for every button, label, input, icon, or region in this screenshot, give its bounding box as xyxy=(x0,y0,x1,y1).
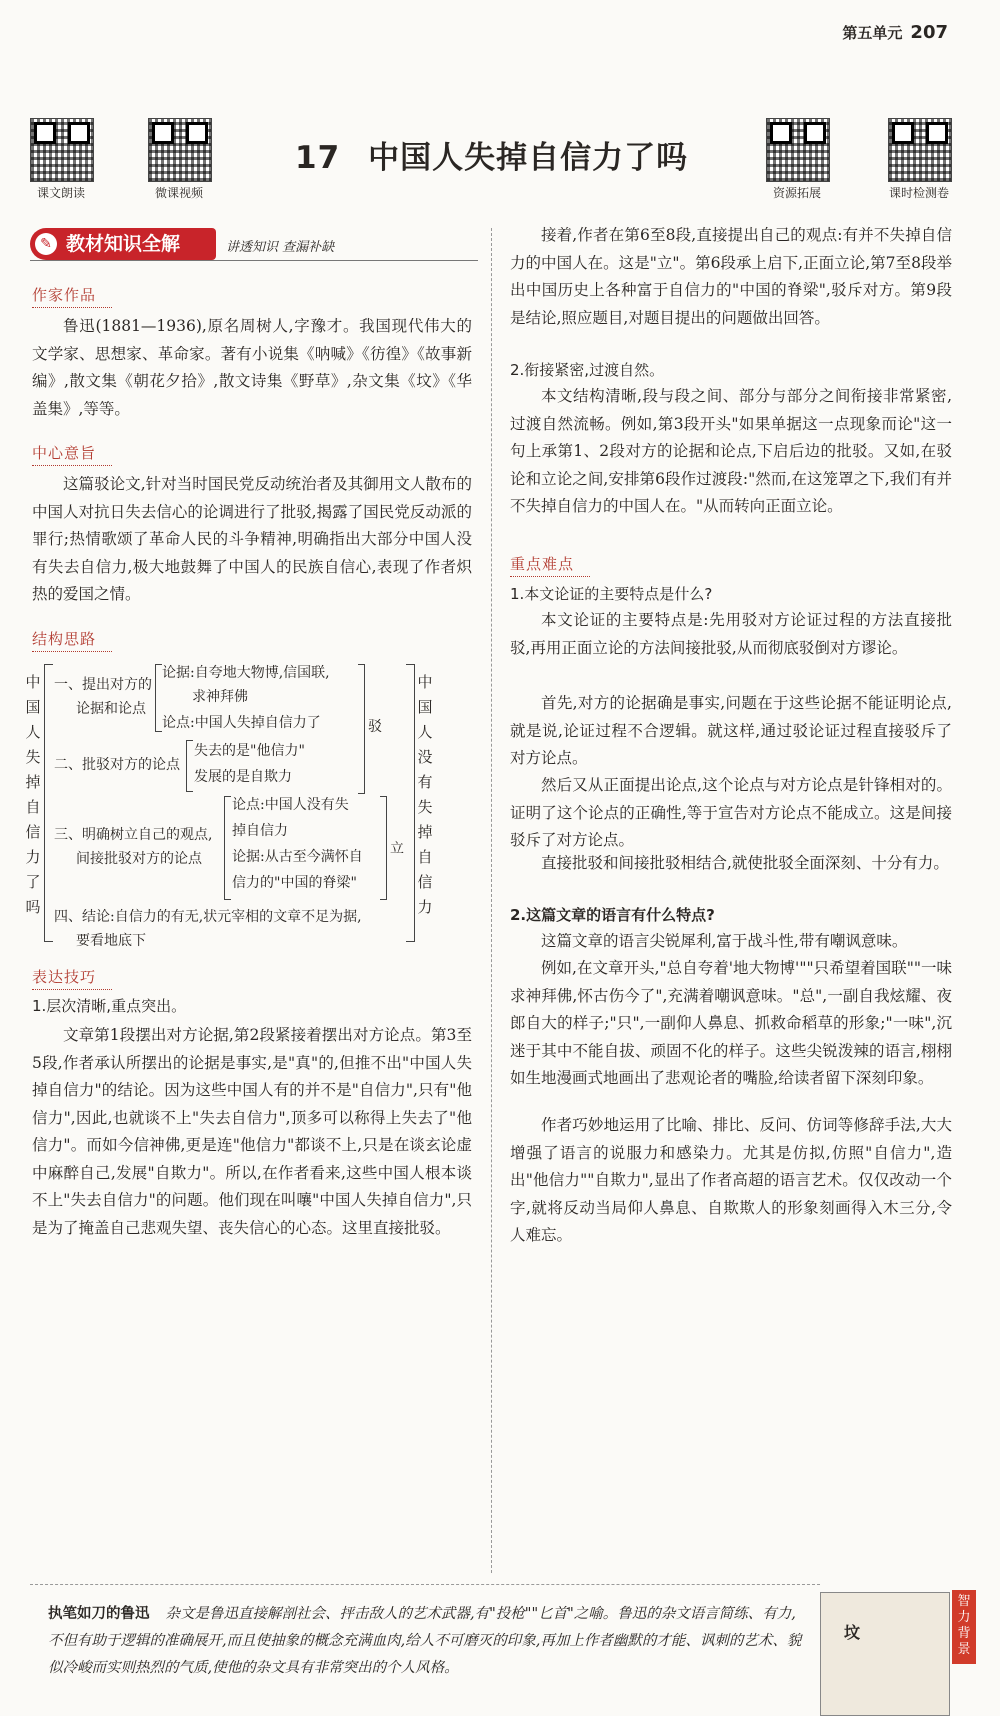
structure-diagram xyxy=(20,660,470,960)
banner-title: 教材知识全解 xyxy=(66,233,181,255)
book-icon: ✎ xyxy=(35,233,57,255)
key-paragraph-6: 例如,在文章开头,"总自夸着'地大物博'""只希望着国联""一味求神拜佛,怀古伤今了",充满着嘲讽意味。"总",一副自我炫耀、夜郎自大的样子;"只",一副仰人鼻息、抓救命稻草的形象;"一味",沉迷于其中不能自拔、顽固不化的样子。这些尖锐泼辣的语言,栩栩如生地漫画式地画出了悲观论者的嘴脸,给读者留下深刻印象。 xyxy=(510,959,952,1087)
lesson-title xyxy=(295,132,688,177)
column-divider xyxy=(491,228,493,1573)
li-brace xyxy=(380,796,387,900)
s2-item-b: 发展的是自欺力 xyxy=(194,769,292,785)
technique-question-2: 2.衔接紧密,过渡自然。 xyxy=(510,361,665,379)
unit-label: 第五单元 xyxy=(842,24,903,42)
s1-argument-2: 求神拜佛 xyxy=(192,689,248,705)
section-banner xyxy=(30,228,216,260)
technique-question-1: 1.层次清晰,重点突出。 xyxy=(32,997,187,1015)
section-3-label-a: 三、明确树立自己的观点, xyxy=(54,827,213,843)
brace-3 xyxy=(224,796,231,900)
lesson-title-text: 中国人失掉自信力了吗 xyxy=(368,140,689,176)
s1-argument-1: 论据:自夸地大物博,信国联, xyxy=(162,665,330,681)
key-question-1: 1.本文论证的主要特点是什么? xyxy=(510,585,713,603)
s3-evidence-a: 论据:从古至今满怀自 xyxy=(232,849,363,865)
technique-paragraph-1: 文章第1段摆出对方论据,第2段紧接着摆出对方论点。第3至5段,作者承认所摆出的论据是事实,是"真"的,但推不出"中国人失掉自信力"的结论。因为这些中国人有的并不是"自信力",只有"他信力",因此,也就谈不上"失去自信力",顶多可以称得上失去了"他信力"。而如今信神佛,更是连"他信力"都谈不上,只是在谈玄论虚中麻醉自己,发展"自欺力"。所以,在作者看来,这些中国人根本谈不上"失去自信力"的问题。他们现在叫嚷"中国人失掉自信力",只是为了掩盖自己悲观失望、丧失信心的心态。这里直接批驳。 xyxy=(32,1026,472,1237)
feature-box xyxy=(48,1601,808,1682)
technique-heading: 表达技巧 xyxy=(32,968,97,986)
unit-header xyxy=(842,22,948,43)
theme-text: 这篇驳论文,针对当时国民党反动统治者及其御用文人散布的中国人对抗日失去信心的论调进行了批驳,揭露了国民党反动派的罪行;热情歌颂了革命人民的斗争精神,明确指出大部分中国人没有失去自信力,极大地鼓舞了中国人的民族自信心,表现了作者炽热的爱国之情。 xyxy=(32,475,472,603)
theme-heading: 中心意旨 xyxy=(32,444,97,462)
key-paragraph-4: 直接批驳和间接批驳相结合,就使批驳全面深刻、十分有力。 xyxy=(541,854,949,872)
brace-1 xyxy=(155,664,162,732)
technique-paragraph-3: 本文结构清晰,段与段之间、部分与部分之间衔接非常紧密,过渡自然流畅。例如,第3段开头"如果单据这一点现象而论"这一句上承第1、2段对方的论据和论点,下启后边的批驳。又如,在驳论和立论之间,安排第6段作过渡段:"然而,在这笼罩之下,我们有并不失掉自信力的中国人在。"从而转向正面立论。 xyxy=(510,387,952,515)
qr-label-reading: 课文朗读 xyxy=(36,186,85,200)
bo-label: 驳 xyxy=(368,719,382,735)
brace-2 xyxy=(186,740,193,792)
s3-evidence-b: 信力的"中国的脊梁" xyxy=(232,875,357,891)
bo-brace xyxy=(358,664,365,794)
author-heading: 作家作品 xyxy=(32,286,97,304)
section-1-label-a: 一、提出对方的 xyxy=(54,677,152,693)
technique-paragraph-2: 接着,作者在第6至8段,直接提出自己的观点:有并不失掉自信力的中国人在。这是"立"。第6段承上启下,正面立论,第7至8段举出中国历史上各种富于自信力的"中国的脊梁",驳斥对方。第9段是结论,照应题目,对题目提出的问题做出回答。 xyxy=(510,226,952,327)
author-text: 鲁迅(1881—1936),原名周树人,字豫才。我国现代伟大的文学家、思想家、革命家。著有小说集《呐喊》《彷徨》《故事新编》,散文集《朝花夕拾》,散文诗集《野草》,杂文集《坟》《华盖集》,等等。 xyxy=(32,317,472,418)
key-heading: 重点难点 xyxy=(510,555,575,573)
feature-divider xyxy=(30,1584,820,1586)
book-cover-image xyxy=(820,1592,950,1716)
section-4-label-a: 四、结论:自信力的有无,状元宰相的文章不足为据, xyxy=(54,909,362,925)
key-paragraph-3: 然后又从正面提出论点,这个论点与对方论点是针锋相对的。证明了这个论点的正确性,等于宣告对方论点不能成立。这是间接驳斥了对方论点。 xyxy=(510,776,952,849)
key-paragraph-2: 首先,对方的论据确是事实,问题在于这些论据不能证明论点,就是说,论证过程不合逻辑。就这样,通过驳论证过程直接驳斥了对方论点。 xyxy=(510,694,952,767)
section-1-label-b: 论据和论点 xyxy=(76,701,146,717)
li-label: 立 xyxy=(390,841,404,857)
book-title: 坟 xyxy=(844,1623,861,1642)
key-paragraph-5: 这篇文章的语言尖锐犀利,富于战斗性,带有嘲讽意味。 xyxy=(541,932,908,950)
diagram-right-title: 中国人没有失掉自信力 xyxy=(417,673,433,916)
background-badge: 智力背景 xyxy=(952,1590,976,1664)
qr-label-test: 课时检测卷 xyxy=(888,186,949,200)
feature-title: 执笔如刀的鲁迅 xyxy=(48,1606,150,1622)
page-number: 207 xyxy=(910,22,948,43)
s3-point-b: 掉自信力 xyxy=(232,823,288,839)
qr-code-icon[interactable] xyxy=(30,118,94,182)
feature-text: 杂文是鲁迅直接解剖社会、抨击敌人的艺术武器,有"投枪""匕首"之喻。鲁迅的杂文语言简练、有力,不但有助于逻辑的准确展开,而且使抽象的概念充满血肉,给人不可磨灭的印象,再加上作者幽默的才能、讽刺的艺术、貌似冷峻而实则热烈的气质,使他的杂文具有非常突出的个人风格。 xyxy=(48,1606,802,1676)
section-4-label-b: 要看地底下 xyxy=(76,933,146,949)
banner-subtitle: 讲透知识 查漏补缺 xyxy=(226,240,335,255)
section-3-label-b: 间接批驳对方的论点 xyxy=(76,851,202,867)
structure-heading: 结构思路 xyxy=(32,630,97,648)
outer-right-brace xyxy=(406,664,415,942)
diagram-left-title: 中国人失掉自信力了吗 xyxy=(25,673,41,916)
qr-code-icon[interactable] xyxy=(888,118,952,182)
lesson-number: 17 xyxy=(295,140,341,176)
qr-label-video: 微课视频 xyxy=(154,186,203,200)
qr-code-icon[interactable] xyxy=(766,118,830,182)
qr-code-icon[interactable] xyxy=(148,118,212,182)
key-paragraph-7: 作者巧妙地运用了比喻、排比、反问、仿词等修辞手法,大大增强了语言的说服力和感染力。尤其是仿拟,仿照"自信力",造出"他信力""自欺力",显出了作者高超的语言艺术。仅仅改动一个字,就将反动当局仰人鼻息、自欺欺人的形象刻画得入木三分,令人难忘。 xyxy=(510,1116,952,1244)
s3-point-a: 论点:中国人没有失 xyxy=(232,797,349,813)
s2-item-a: 失去的是"他信力" xyxy=(194,743,305,759)
key-paragraph-1: 本文论证的主要特点是:先用驳对方论证过程的方法直接批驳,再用正面立论的方法间接批驳,从而彻底驳倒对方谬论。 xyxy=(510,611,952,657)
outer-left-brace xyxy=(44,664,53,942)
s1-point: 论点:中国人失掉自信力了 xyxy=(162,715,321,731)
key-question-2: 2.这篇文章的语言有什么特点? xyxy=(510,906,715,924)
qr-label-resources: 资源拓展 xyxy=(772,186,821,200)
section-2-label: 二、批驳对方的论点 xyxy=(54,757,180,773)
banner-divider xyxy=(30,260,478,261)
